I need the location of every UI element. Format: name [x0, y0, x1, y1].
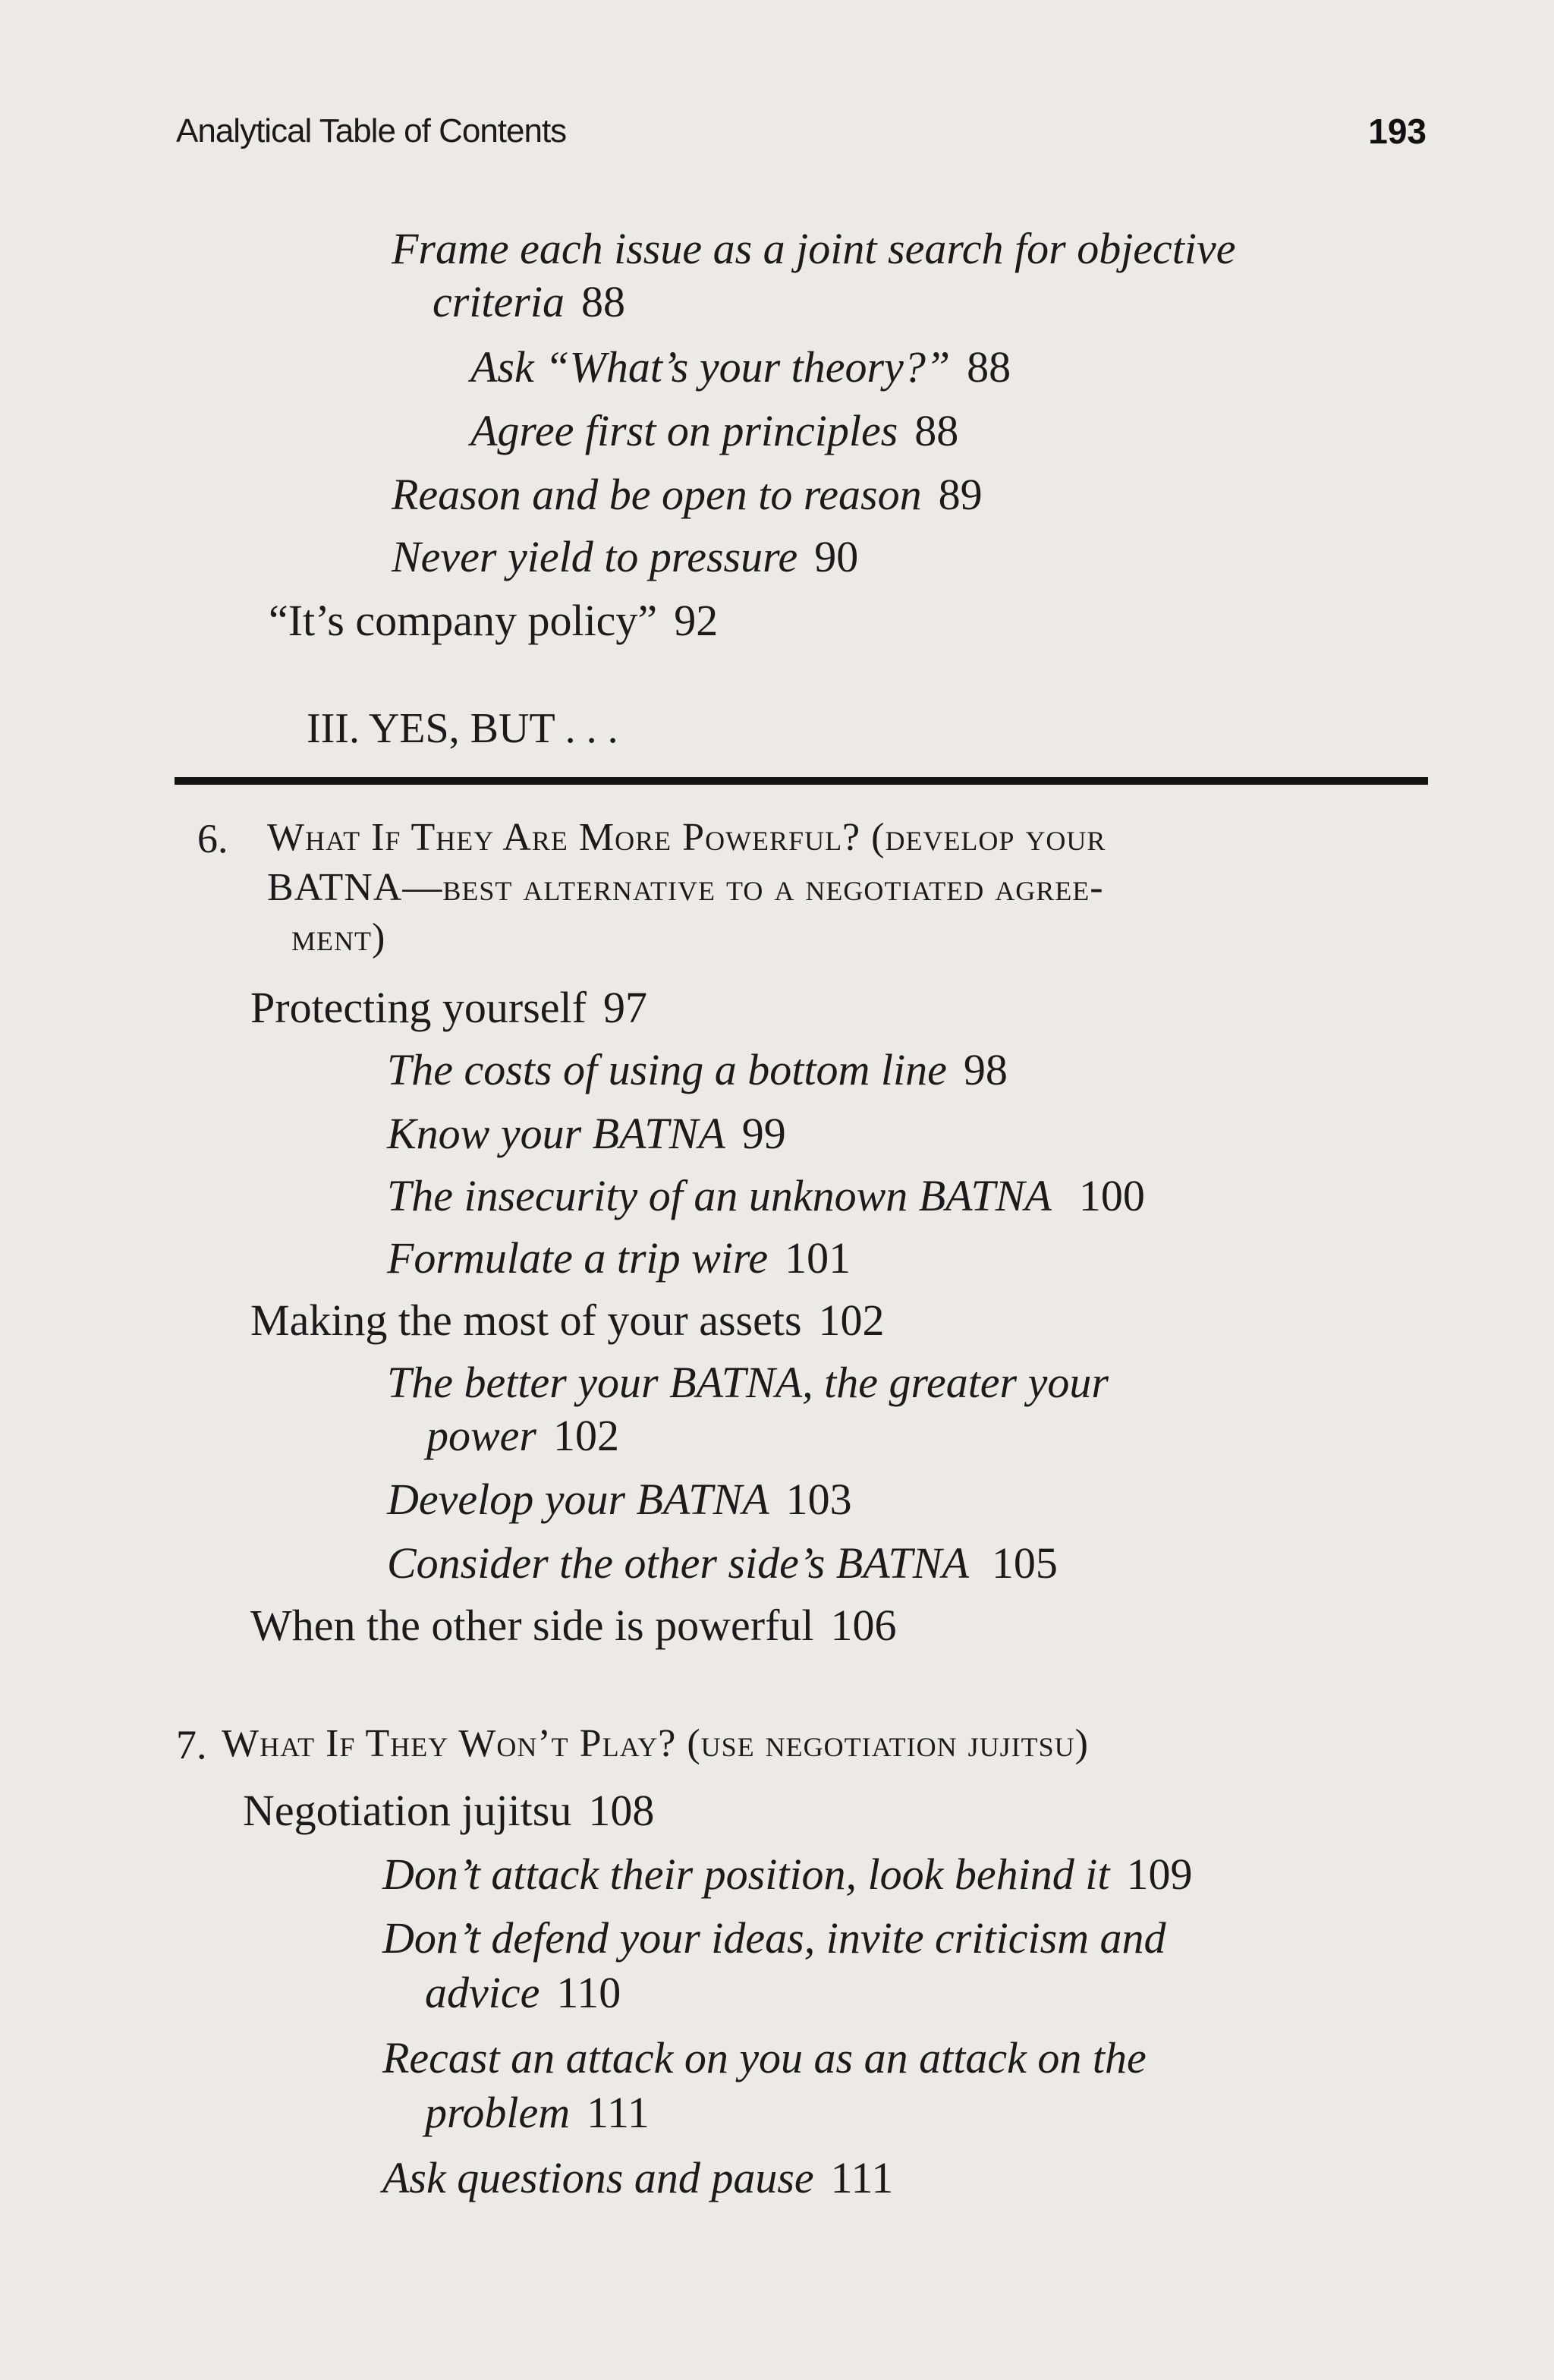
- toc-entry: “It’s company policy” 92: [269, 596, 719, 645]
- toc-entry: Making the most of your assets 102: [250, 1295, 885, 1345]
- toc-entry: Frame each issue as a joint search for objective: [392, 224, 1236, 273]
- part-heading: III. YES, BUT . . .: [307, 705, 618, 752]
- toc-entry: Never yield to pressure 90: [392, 532, 859, 581]
- chapter-number: 7.: [176, 1722, 207, 1768]
- toc-entry-continuation: criteria 88: [433, 277, 625, 326]
- toc-entry: Know your BATNA 99: [387, 1109, 786, 1158]
- toc-entry: Ask questions and pause 111: [382, 2153, 894, 2202]
- toc-entry: The insecurity of an unknown BATNA 100: [387, 1171, 1145, 1220]
- chapter-title-line: ment): [291, 916, 386, 959]
- chapter-title-line: BATNA—best alternative to a negotiated agree-: [267, 866, 1104, 909]
- toc-entry: Develop your BATNA 103: [387, 1475, 852, 1524]
- toc-entry: Formulate a trip wire 101: [387, 1233, 851, 1283]
- toc-entry: Negotiation jujitsu 108: [243, 1786, 655, 1835]
- chapter-title-line: What If They Are More Powerful? (develop your: [267, 816, 1106, 859]
- toc-entry: Recast an attack on you as an attack on the: [382, 2033, 1147, 2082]
- toc-entry: Ask “What’s your theory?” 88: [470, 342, 1011, 392]
- page-number: 193: [1368, 112, 1427, 151]
- toc-entry: The costs of using a bottom line 98: [387, 1045, 1008, 1094]
- section-divider: [175, 777, 1428, 785]
- toc-entry: The better your BATNA, the greater your: [387, 1358, 1109, 1407]
- toc-entry-continuation: advice 110: [425, 1968, 621, 2017]
- toc-entry: Consider the other side’s BATNA 105: [387, 1538, 1058, 1588]
- toc-entry: When the other side is powerful 106: [250, 1601, 897, 1650]
- toc-entry: Agree first on principles 88: [470, 406, 959, 455]
- toc-entry-continuation: problem 111: [425, 2088, 650, 2137]
- chapter-number: 6.: [197, 816, 228, 861]
- toc-entry: Don’t defend your ideas, invite criticism and: [382, 1913, 1166, 1963]
- toc-entry: Reason and be open to reason 89: [392, 470, 983, 519]
- toc-entry: Don’t attack their position, look behind it 109: [382, 1850, 1193, 1899]
- toc-entry: Protecting yourself 97: [250, 983, 647, 1032]
- chapter-title-line: What If They Won’t Play? (use negotiation jujitsu): [222, 1722, 1089, 1765]
- toc-entry-continuation: power 102: [426, 1411, 619, 1460]
- running-title: Analytical Table of Contents: [176, 112, 567, 150]
